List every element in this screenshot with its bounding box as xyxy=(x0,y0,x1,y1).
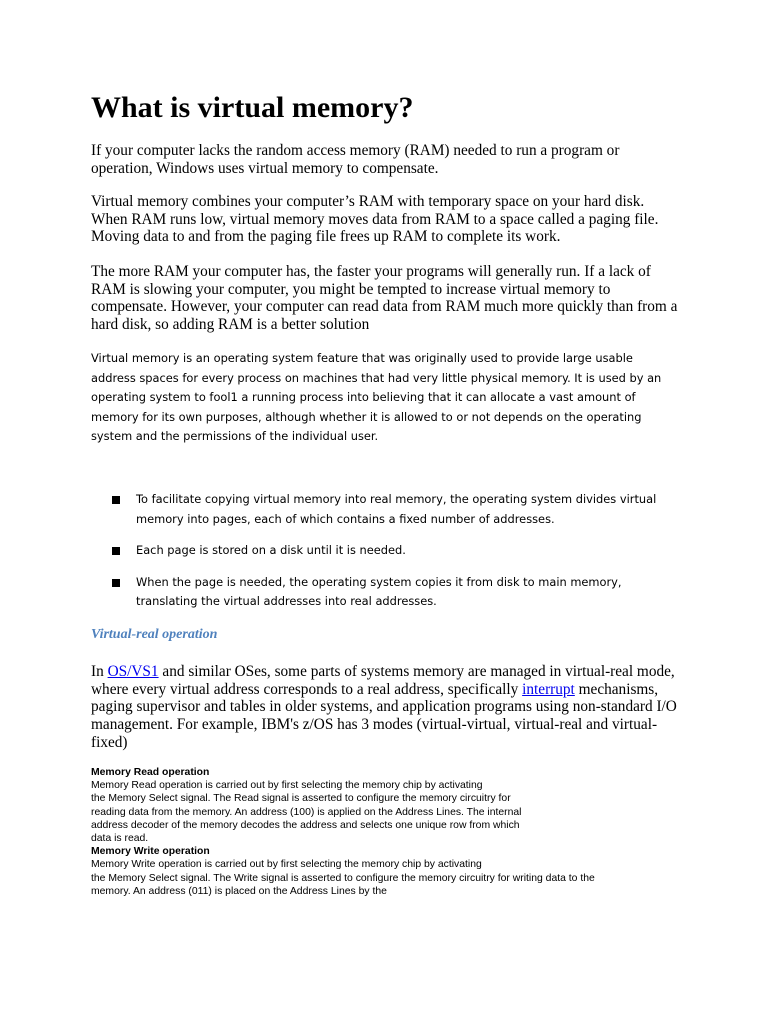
square-bullet-icon xyxy=(112,579,120,587)
bullet-text: When the page is needed, the operating system copies it from disk to main memory, translating the virtual addresses into real addresses. xyxy=(136,574,622,609)
memory-write-line: the Memory Select signal. The Write signal is asserted to configure the memory circuitry for writing data to the xyxy=(91,872,595,884)
memory-read-line: Memory Read operation is carried out by first selecting the memory chip by activating xyxy=(91,780,483,792)
paragraph-os-feature: Virtual memory is an operating system feature that was originally used to provide large usable address spaces for every process on machines that had very little physical memory. It is used by an operating system to fool1 a running process into believing that it can allocate a vast amount of memory for its own purposes, although whether it is allowed to or not depends on the operating system and the permissions of the individual user. xyxy=(91,351,662,444)
memory-write-line: Memory Write operation is carried out by first selecting the memory chip by activating xyxy=(91,859,482,871)
text-intro: In xyxy=(91,663,108,680)
list-item xyxy=(91,573,681,612)
memory-read-line: reading data from the memory. An address (100) is applied on the Address Lines. The internal xyxy=(91,806,522,818)
bullet-list xyxy=(91,490,681,624)
text-part3: mechanisms, paging supervisor and tables in older systems, and application programs using non-standard I/O management. For example, IBM's z/OS has 3 modes (virtual-virtual, virtual-real and virtual-fixed) xyxy=(91,680,677,751)
bullet-text: To facilitate copying virtual memory into real memory, the operating system divides virtual memory into pages, each of which contains a fixed number of addresses. xyxy=(136,492,657,526)
paragraph-paging-file: Virtual memory combines your computer’s RAM with temporary space on your hard disk. When RAM runs low, virtual memory moves data from RAM to a space called a paging file. Moving data to and from the paging file frees up RAM to complete its work. xyxy=(91,193,659,246)
list-item xyxy=(91,541,681,561)
paragraph-more-ram: The more RAM your computer has, the faster your programs will generally run. If a lack of RAM is slowing your computer, you might be tempted to increase virtual memory to compensate. However, your computer can read data from RAM much more quickly than from a hard disk, so adding RAM is a better solution xyxy=(91,263,678,334)
memory-read-line: data is read. xyxy=(91,833,149,845)
page-title: What is virtual memory? xyxy=(91,91,414,124)
square-bullet-icon xyxy=(112,496,120,504)
memory-read-heading: Memory Read operation xyxy=(91,767,210,778)
link-interrupt[interactable]: interrupt xyxy=(522,680,575,698)
memory-read-line: address decoder of the memory decodes the address and selects one unique row from which xyxy=(91,819,520,831)
section-heading-virtual-real: Virtual-real operation xyxy=(91,627,218,642)
list-item xyxy=(91,490,681,529)
square-bullet-icon xyxy=(112,547,120,555)
bullet-text: Each page is stored on a disk until it is needed. xyxy=(136,543,406,558)
memory-write-heading: Memory Write operation xyxy=(91,846,210,858)
text-part2: and similar OSes, some parts of systems memory are managed in virtual-real mode, where every virtual address corresponds to a real address, specifically xyxy=(91,663,675,698)
paragraph-ram-intro: If your computer lacks the random access memory (RAM) needed to run a program or operation, Windows uses virtual memory to compensate. xyxy=(91,142,620,177)
memory-operations-section xyxy=(91,766,681,898)
memory-read-line: the Memory Select signal. The Read signal is asserted to configure the memory circuitry for xyxy=(91,793,511,805)
link-os-vs1[interactable]: OS/VS1 xyxy=(107,663,159,680)
memory-write-line: memory. An address (011) is placed on the Address Lines by the xyxy=(91,885,387,897)
paragraph-virtual-real xyxy=(91,663,681,752)
